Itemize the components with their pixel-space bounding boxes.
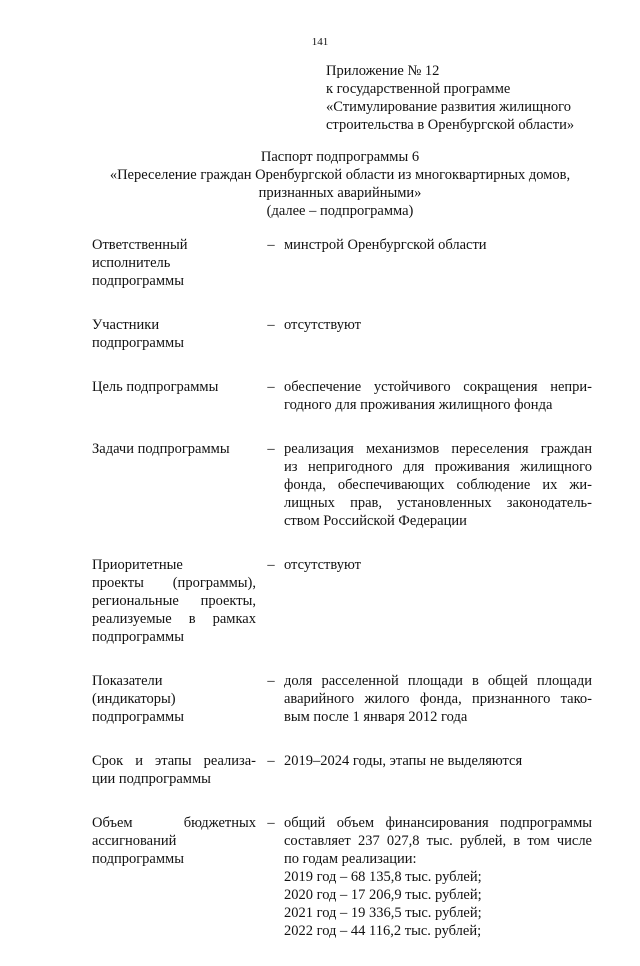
row-value [284,752,592,770]
label-line: исполнитель [92,255,171,271]
value-line: составляет 237 027,8 тыс. рублей, в том числе [284,833,592,849]
row-value [284,556,592,574]
passport-row-goal [92,378,592,414]
label-line: Цель подпрограммы [92,379,219,395]
label-line: Приоритетные [92,557,183,573]
appendix-line: к государственной программе [326,81,511,97]
row-dash: – [267,379,275,395]
passport-heading: Паспорт подпрограммы 6 [260,149,420,165]
label-line: реализуемые в рамках [92,611,256,627]
value-line: 2021 год – 19 336,5 тыс. рублей; [284,905,482,921]
label-line: Участники [92,317,160,333]
row-dash: – [267,317,275,333]
appendix-title: Приложение № 12 [326,63,440,79]
passport-row-responsible [92,236,592,290]
passport-row-tasks [92,440,592,530]
passport-title [40,148,640,220]
value-line: вым после 1 января 2012 года [284,709,468,725]
value-line: 2019 год – 68 135,8 тыс. рублей; [284,869,482,885]
label-line: Ответственный [92,237,188,253]
row-value [284,814,592,940]
passport-row-indicators [92,672,592,726]
value-line: 2022 год – 44 116,2 тыс. рублей; [284,923,482,939]
label-line: подпрограммы [92,851,184,867]
label-line: региональные проекты, [92,593,256,609]
label-line: Объем бюджетных [92,815,256,831]
passport-row-participants [92,316,592,352]
label-line: подпрограммы [92,709,184,725]
row-value [284,316,592,334]
passport-table [92,236,592,966]
row-label [92,316,256,352]
row-label [92,556,256,646]
row-value [284,672,592,726]
value-line: общий объем финансирования подпрограммы [284,815,592,831]
value-line: 2020 год – 17 206,9 тыс. рублей; [284,887,482,903]
row-dash: – [267,237,275,253]
appendix-line: строительства в Оренбургской области» [326,117,575,133]
value-line: из непригодного для проживания жилищного [284,459,592,475]
row-label [92,378,256,396]
value-line: фонда, обеспечивающих соблюдение их жи- [284,477,592,493]
value-line: минстрой Оренбургской области [284,237,487,253]
value-line: годного для проживания жилищного фонда [284,397,553,413]
label-line: ассигнований [92,833,177,849]
value-line: ством Российской Федерации [284,513,467,529]
value-line: аварийного жилого фонда, признанного тако- [284,691,592,707]
row-dash: – [267,441,275,457]
value-line: реализация механизмов переселения граждан [284,441,592,457]
value-line: по годам реализации: [284,851,417,867]
value-line: 2019–2024 годы, этапы не выделяются [284,753,523,769]
page-number: 141 [311,36,329,48]
row-value [284,236,592,254]
value-line: отсутствуют [284,317,361,333]
passport-row-priority-projects [92,556,592,646]
row-value [284,440,592,530]
appendix-line: «Стимулирование развития жилищного [326,99,571,115]
label-line: подпрограммы [92,273,184,289]
label-line: подпрограммы [92,629,184,645]
row-dash: – [267,753,275,769]
label-line: проекты (программы), [92,575,256,591]
row-dash: – [267,673,275,689]
row-label [92,814,256,868]
row-value [284,378,592,414]
row-label [92,672,256,726]
value-line: лищных прав, установленных законодатель- [284,495,592,511]
label-line: подпрограммы [92,335,184,351]
row-label [92,440,256,458]
appendix-header [326,62,626,134]
label-line: (индикаторы) [92,691,176,707]
value-line: доля расселенной площади в общей площади [284,673,592,689]
label-line: Задачи подпрограммы [92,441,230,457]
passport-row-term [92,752,592,788]
label-line: ции подпрограммы [92,771,211,787]
passport-row-budget [92,814,592,940]
passport-note: (далее – подпрограмма) [266,203,414,219]
label-line: Показатели [92,673,163,689]
label-line: Срок и этапы реализа- [92,753,256,769]
row-dash: – [267,815,275,831]
passport-subtitle: «Переселение граждан Оренбургской области из многоквартирных домов, [109,167,571,183]
value-line: обеспечение устойчивого сокращения непри- [284,379,592,395]
row-dash: – [267,557,275,573]
row-label [92,236,256,290]
passport-subtitle: признанных аварийными» [258,185,422,201]
value-line: отсутствуют [284,557,361,573]
row-label [92,752,256,788]
